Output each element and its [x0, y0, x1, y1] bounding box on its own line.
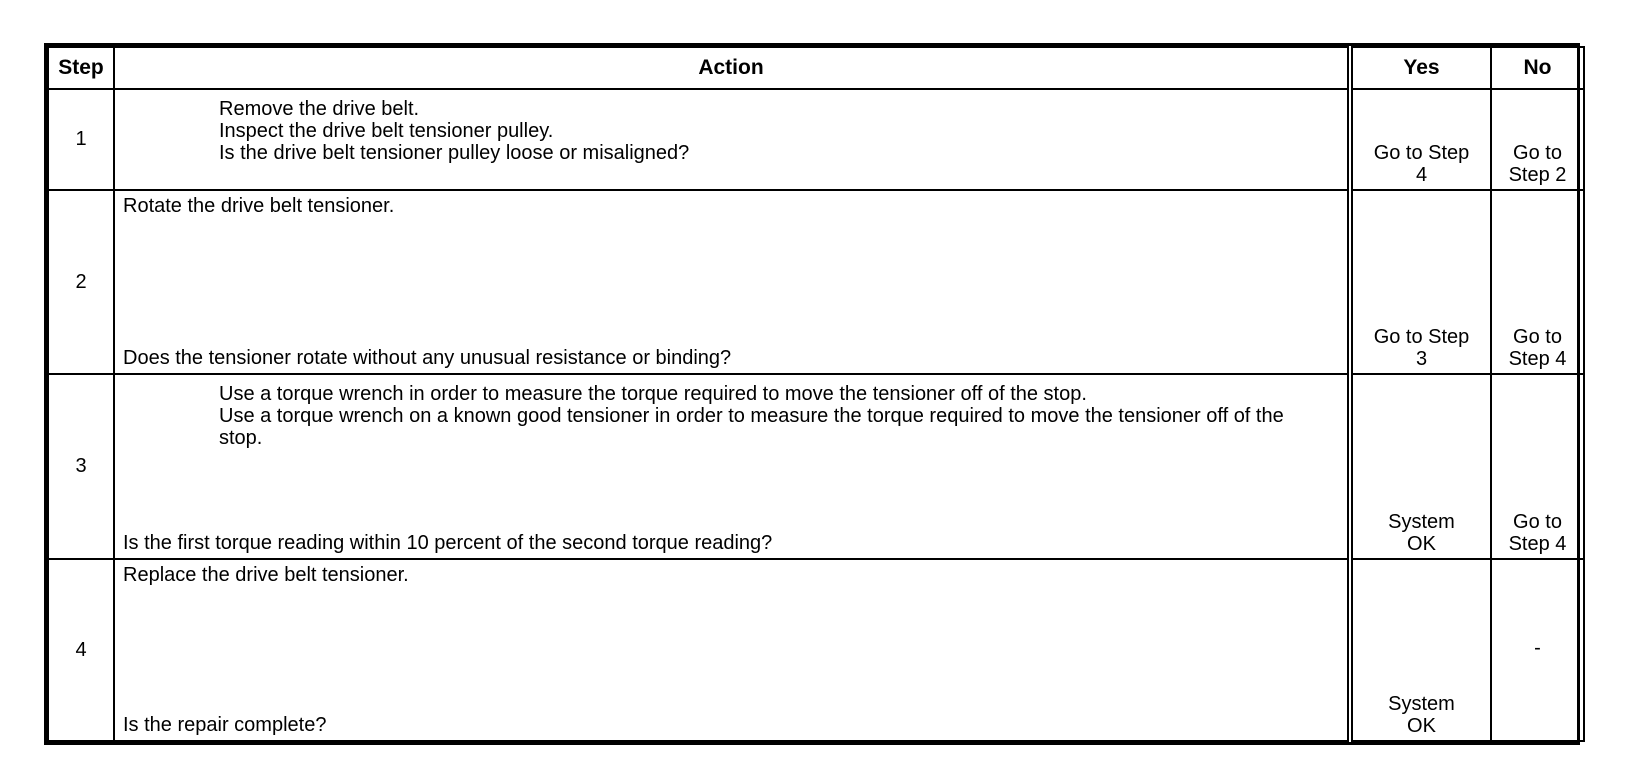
step-number: 1 [48, 89, 114, 190]
yes-cell [1350, 89, 1491, 190]
action-cell [114, 190, 1350, 374]
table-row [48, 89, 1584, 190]
action-line: Use a torque wrench in order to measure the torque required to move the tensioner off of the stop. [219, 383, 1087, 406]
table-header-row [48, 47, 1584, 89]
action-cell [114, 559, 1350, 741]
action-line: Inspect the drive belt tensioner pulley. [219, 120, 554, 142]
table-row [48, 374, 1584, 558]
no-cell [1491, 559, 1584, 741]
action-line: Use a torque wrench on a known good tensioner in order to measure the torque required to move the tensioner off of the stop. [219, 405, 1284, 450]
action-line: Rotate the drive belt tensioner. [123, 194, 395, 217]
yes-cell [1350, 374, 1491, 558]
step-number: 3 [48, 374, 114, 558]
no-text: Go to [1513, 141, 1562, 164]
no-text: - [1534, 637, 1541, 660]
no-text: Step 4 [1508, 348, 1567, 371]
action-cell [114, 89, 1350, 190]
action-question: Is the first torque reading within 10 percent of the second torque reading? [123, 531, 773, 554]
header-step: Step [48, 47, 114, 89]
step-number: 4 [48, 559, 114, 741]
no-text: Step 4 [1508, 532, 1567, 555]
no-cell [1491, 190, 1584, 374]
action-line: Remove the drive belt. [219, 98, 420, 120]
action-question: Is the repair complete? [123, 714, 327, 736]
no-text: Go to [1513, 326, 1562, 349]
yes-text: OK [1407, 532, 1436, 555]
header-yes: Yes [1350, 47, 1491, 89]
no-cell [1491, 89, 1584, 190]
no-text: Go to [1513, 510, 1562, 533]
action-question: Is the drive belt tensioner pulley loose or misaligned? [219, 142, 690, 164]
action-cell [114, 374, 1350, 558]
step-number: 2 [48, 190, 114, 374]
yes-text: 4 [1415, 163, 1428, 186]
action-question: Does the tensioner rotate without any unusual resistance or binding? [123, 347, 732, 370]
yes-text: System [1388, 510, 1455, 533]
no-text: Step 2 [1508, 163, 1567, 186]
no-cell [1491, 374, 1584, 558]
table-row [48, 559, 1584, 741]
yes-text: 3 [1415, 348, 1428, 371]
yes-text: System [1388, 693, 1455, 715]
yes-cell [1350, 559, 1491, 741]
yes-text: Go to Step [1373, 141, 1470, 164]
action-line: Replace the drive belt tensioner. [123, 563, 409, 586]
diagnostic-table [47, 46, 1585, 742]
yes-text: OK [1407, 715, 1436, 737]
yes-text: Go to Step [1373, 326, 1470, 349]
header-action: Action [114, 47, 1350, 89]
header-no: No [1491, 47, 1584, 89]
table-row [48, 190, 1584, 374]
diagnostic-table-frame [44, 43, 1580, 745]
yes-cell [1350, 190, 1491, 374]
